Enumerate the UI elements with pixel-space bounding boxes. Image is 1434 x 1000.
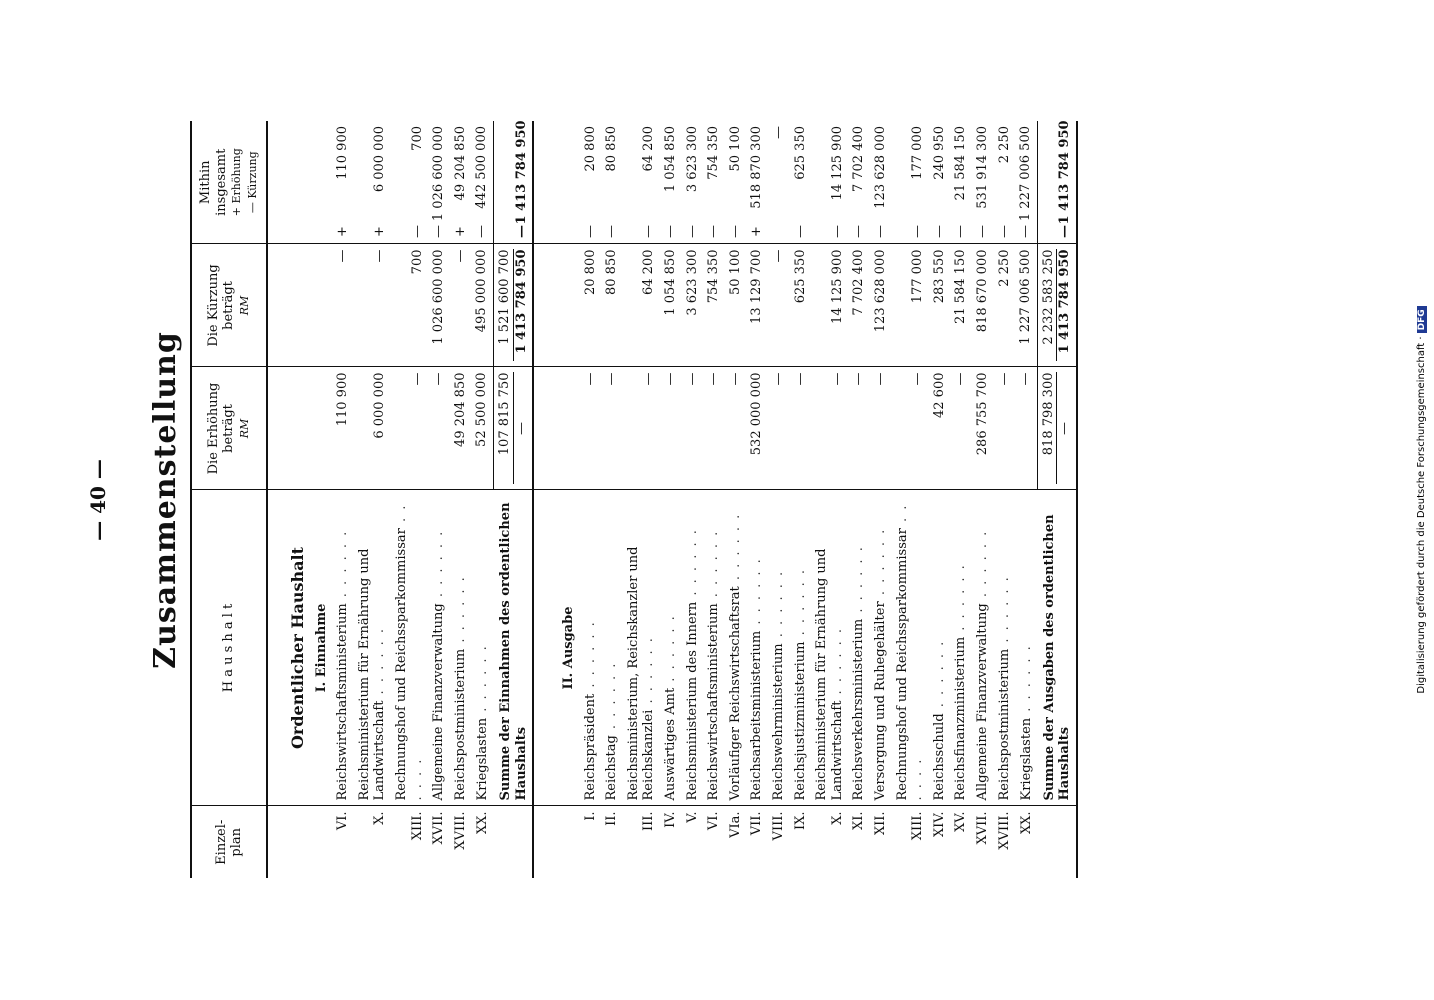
item-label: Reichspostministerium	[996, 648, 1012, 801]
erhoehung-value: —	[682, 367, 704, 490]
sum-kuerzung-value: 2 232 583 250	[1040, 249, 1056, 345]
item-label: Reichspostministerium	[452, 648, 468, 801]
leader-dots: . . . . . .	[684, 528, 700, 602]
haushalt-item	[703, 490, 725, 806]
item-label: Reichsministerium, Reichskanzler und Reichskanzlei	[625, 546, 657, 801]
haushalt-item	[354, 490, 391, 806]
erhoehung-value: 52 500 000	[471, 367, 493, 490]
mithin-amount: 14 125 900	[829, 126, 845, 201]
mithin-sign: —	[910, 225, 926, 238]
table-row	[354, 121, 391, 878]
header-erhoehung	[191, 367, 267, 490]
einzelplan-number: III.	[623, 806, 660, 878]
item-label: Reichsministerium für Ernährung und Landwirtschaft	[356, 548, 388, 801]
mithin-sign: —	[974, 225, 990, 238]
erhoehung-value: —	[601, 367, 623, 490]
mithin-sign: —	[409, 225, 425, 238]
kuerzung-value: 495 000 000	[471, 244, 493, 367]
header-mithin-plus: + Erhöhung	[230, 148, 244, 217]
leader-dots: . . . . . .	[829, 626, 845, 701]
header-erhoehung-label: Die Erhöhung beträgt	[205, 382, 237, 475]
sum-erhoehung-value: 107 815 750	[496, 372, 512, 456]
erhoehung-value: —	[428, 367, 450, 490]
erhoehung-value: —	[870, 367, 892, 490]
mithin-amount: 442 500 000	[474, 126, 490, 209]
table-row	[950, 121, 972, 878]
item-label: Reichsverkehrsministerium	[851, 618, 867, 801]
sum-row	[493, 121, 533, 878]
leader-dots: . . . . . .	[706, 529, 722, 604]
einzelplan-number: I.	[580, 806, 602, 878]
sum-erhoehung-dash: —	[1056, 373, 1073, 485]
einzelplan-number: X.	[354, 806, 391, 878]
mithin-amount: —	[771, 126, 787, 139]
haushalt-item	[725, 490, 747, 806]
header-mithin-label: Mithin insgesamt	[198, 148, 229, 216]
section-title: Ordentlicher Haushalt	[267, 490, 310, 806]
mithin-amount: 1 227 006 500	[1018, 126, 1034, 222]
mithin-sign: —	[684, 225, 700, 238]
sum-blank	[1037, 806, 1077, 878]
table-row	[428, 121, 450, 878]
header-mithin-minus: — Kürzung	[245, 151, 259, 214]
kuerzung-value: 177 000	[892, 244, 929, 367]
table-row	[682, 121, 704, 878]
mithin-value	[746, 121, 768, 244]
mithin-amount: 21 584 150	[953, 126, 969, 201]
haushalt-item	[471, 490, 493, 806]
header-unit: RM	[237, 418, 251, 439]
header-mithin	[191, 121, 267, 244]
haushalt-item	[623, 490, 660, 806]
einzelplan-number: XVII.	[428, 806, 450, 878]
mithin-value	[601, 121, 623, 244]
einzelplan-number: XIII.	[892, 806, 929, 878]
kuerzung-value: 64 200	[623, 244, 660, 367]
table-row	[746, 121, 768, 878]
mithin-sign: —	[829, 225, 845, 238]
kuerzung-value: 13 129 700	[746, 244, 768, 367]
leader-dots: . . . . . .	[474, 644, 490, 718]
kuerzung-value: 20 800	[580, 244, 602, 367]
mithin-value	[471, 121, 493, 244]
mithin-sign: +	[749, 226, 765, 237]
mithin-sign: +	[372, 226, 388, 237]
table-header-row	[191, 121, 267, 878]
kuerzung-value: 14 125 900	[811, 244, 848, 367]
erhoehung-value: —	[703, 367, 725, 490]
mithin-value	[660, 121, 682, 244]
item-label: Reichstag	[604, 735, 620, 801]
sum-erhoehung-dash: —	[513, 373, 530, 485]
mithin-value	[725, 121, 747, 244]
sum-mithin-value: 1 413 784 950	[1057, 120, 1073, 225]
haushalt-item	[768, 490, 790, 806]
einzelplan-number: XII.	[870, 806, 892, 878]
mithin-value	[682, 121, 704, 244]
kuerzung-value: 700	[391, 244, 428, 367]
item-label: Reichsschuld	[931, 713, 947, 801]
sum-net-value: 1 413 784 950	[1056, 250, 1073, 362]
haushalt-item	[428, 490, 450, 806]
leader-dots: . . . . . .	[663, 614, 679, 688]
item-label: Allgemeine Finanzverwaltung	[974, 603, 990, 801]
erhoehung-value: —	[790, 367, 812, 490]
erhoehung-value: —	[892, 367, 929, 490]
mithin-value	[391, 121, 428, 244]
leader-dots: . . . . . .	[974, 529, 990, 604]
ausgabe-heading-row	[558, 121, 580, 878]
einzelplan-number: XV.	[950, 806, 972, 878]
item-label: Reichswirtschaftsministerium	[706, 603, 722, 801]
mithin-sign: —	[641, 225, 657, 238]
leader-dots: . . . . . .	[393, 503, 425, 801]
mithin-value	[790, 121, 812, 244]
haushalt-item	[972, 490, 994, 806]
mithin-value	[1015, 121, 1037, 244]
erhoehung-value: 286 755 700	[972, 367, 994, 490]
item-label: Reichsjustizministerium	[792, 641, 808, 801]
erhoehung-value: 532 000 000	[746, 367, 768, 490]
sum-mithin-sign: —	[1057, 225, 1073, 238]
header-haushalt: H a u s h a l t	[191, 490, 267, 806]
kuerzung-value: 754 350	[703, 244, 725, 367]
item-label: Auswärtiges Amt	[663, 687, 679, 801]
mithin-value	[848, 121, 870, 244]
page-title: Zusammenstellung	[148, 331, 183, 669]
kuerzung-value: 7 702 400	[848, 244, 870, 367]
haushalt-item	[580, 490, 602, 806]
mithin-sign: —	[604, 225, 620, 238]
sum-erhoehung-value: 818 798 300	[1040, 372, 1056, 456]
table-row	[725, 121, 747, 878]
kuerzung-value: 818 670 000	[972, 244, 994, 367]
table-row	[870, 121, 892, 878]
leader-dots: . . . . . .	[641, 636, 657, 710]
mithin-value	[623, 121, 660, 244]
table-row	[450, 121, 472, 878]
table-row	[332, 121, 354, 878]
kuerzung-value: 3 623 300	[682, 244, 704, 367]
leader-dots: . . . . . .	[727, 512, 743, 587]
kuerzung-value: 1 227 006 500	[1015, 244, 1037, 367]
mithin-sign: —	[996, 225, 1012, 238]
einzelplan-number: XIII.	[391, 806, 428, 878]
haushalt-item	[870, 490, 892, 806]
leader-dots: . . . . . .	[996, 575, 1012, 649]
table-row	[811, 121, 848, 878]
mithin-value	[811, 121, 848, 244]
table-row	[768, 121, 790, 878]
leader-dots: . . . . . .	[604, 661, 620, 736]
einzelplan-number: V.	[682, 806, 704, 878]
einzelplan-number: VIII.	[768, 806, 790, 878]
erhoehung-value: —	[660, 367, 682, 490]
leader-dots: . . . . . .	[873, 527, 888, 602]
kuerzung-value: —	[332, 244, 354, 367]
haushalt-item	[811, 490, 848, 806]
mithin-amount: 1 054 850	[663, 126, 679, 193]
sum-row	[1037, 121, 1077, 878]
leader-dots: . . . . . .	[582, 620, 598, 694]
einzelplan-number: VIa.	[725, 806, 747, 878]
erhoehung-value: —	[1015, 367, 1037, 490]
mithin-sign: +	[452, 226, 468, 237]
sum-erhoehung	[1037, 367, 1077, 490]
erhoehung-value: 110 900	[332, 367, 354, 490]
kuerzung-value: —	[768, 244, 790, 367]
table-row	[790, 121, 812, 878]
table-body	[267, 121, 1077, 878]
table-row	[972, 121, 994, 878]
sum-mithin-sign: —	[513, 225, 529, 238]
einzelplan-number: X.	[811, 806, 848, 878]
item-label: Reichsministerium des Innern	[684, 601, 700, 801]
mithin-value	[870, 121, 892, 244]
sum-mithin	[1037, 121, 1077, 244]
sum-label: Summe der Ausgaben des ordentlichen Haushalts	[1037, 490, 1077, 806]
erhoehung-value: 6 000 000	[354, 367, 391, 490]
sum-blank	[493, 806, 533, 878]
erhoehung-value: —	[768, 367, 790, 490]
table-row	[1015, 121, 1037, 878]
sum-erhoehung	[493, 367, 533, 490]
table-row	[703, 121, 725, 878]
leader-dots: . . . . . .	[372, 626, 388, 701]
haushalt-item	[950, 490, 972, 806]
mithin-sign: —	[873, 225, 888, 238]
item-label: Reichswirtschaftsministerium	[335, 603, 351, 801]
mithin-value	[580, 121, 602, 244]
erhoehung-value: —	[725, 367, 747, 490]
haushalt-item	[660, 490, 682, 806]
erhoehung-value: —	[623, 367, 660, 490]
mithin-amount: 2 250	[996, 126, 1012, 164]
mithin-value	[354, 121, 391, 244]
kuerzung-value: 2 250	[994, 244, 1016, 367]
item-label: Reichswehrministerium	[771, 643, 787, 801]
table-row	[580, 121, 602, 878]
item-label: Versorgung und Ruhegehälter	[873, 601, 888, 801]
credit-text: Digitalisierung gefördert durch die Deutsche Forschungsgemeinschaft ·	[1416, 336, 1427, 694]
mithin-sign: —	[474, 225, 490, 238]
einzelplan-number: XI.	[848, 806, 870, 878]
table-row	[391, 121, 428, 878]
einzelplan-number: VII.	[746, 806, 768, 878]
haushalt-item	[601, 490, 623, 806]
kuerzung-value: 123 628 000	[870, 244, 892, 367]
header-unit: RM	[237, 295, 251, 316]
mithin-amount: 1 026 600 000	[431, 126, 447, 222]
sum-kuerzung-value: 1 521 600 700	[496, 249, 512, 345]
item-label: Kriegslasten	[1018, 717, 1034, 801]
mithin-sign: —	[663, 225, 679, 238]
leader-dots: . . . . . .	[452, 575, 468, 649]
einzelplan-number: XX.	[1015, 806, 1037, 878]
page-number: — 40 —	[86, 459, 110, 541]
item-label: Reichsfinanzministerium	[953, 636, 969, 801]
table-row	[623, 121, 660, 878]
mithin-value	[929, 121, 951, 244]
kuerzung-value: 283 550	[929, 244, 951, 367]
table-row	[929, 121, 951, 878]
header-kuerzung	[191, 244, 267, 367]
item-label: Rechnungshof und Reichssparkommissar	[393, 528, 409, 801]
item-label: Kriegslasten	[474, 717, 490, 801]
mithin-sign: —	[851, 225, 867, 238]
mithin-amount: 123 628 000	[873, 126, 888, 209]
kuerzung-value: 80 850	[601, 244, 623, 367]
mithin-value	[450, 121, 472, 244]
leader-dots: . . . . . .	[771, 569, 787, 644]
erhoehung-value: —	[811, 367, 848, 490]
einzelplan-number: VI.	[703, 806, 725, 878]
leader-dots: . . . . . .	[931, 639, 947, 714]
erhoehung-value: 49 204 850	[450, 367, 472, 490]
einzelplan-number: XIV.	[929, 806, 951, 878]
spacer-row	[533, 121, 558, 878]
credit-line	[1416, 0, 1427, 1000]
einzelplan-number: IV.	[660, 806, 682, 878]
mithin-amount: 3 623 300	[684, 126, 700, 193]
leader-dots: . . . . . .	[792, 567, 808, 642]
mithin-sign: —	[431, 225, 447, 238]
mithin-sign: —	[1018, 225, 1034, 238]
haushalt-item	[929, 490, 951, 806]
sum-net-value: 1 413 784 950	[513, 250, 530, 362]
mithin-sign: —	[582, 225, 598, 238]
table-row	[601, 121, 623, 878]
mithin-sign: —	[931, 225, 947, 238]
mithin-sign: —	[792, 225, 808, 238]
mithin-amount: 20 800	[582, 126, 598, 172]
mithin-amount: 6 000 000	[372, 126, 388, 193]
mithin-amount: 64 200	[641, 126, 657, 172]
table-row	[892, 121, 929, 878]
leader-dots: . . . . . .	[431, 529, 447, 604]
einzelplan-number: IX.	[790, 806, 812, 878]
sum-mithin-value: 1 413 784 950	[513, 120, 529, 225]
kuerzung-value: 50 100	[725, 244, 747, 367]
erhoehung-value: —	[848, 367, 870, 490]
budget-table	[190, 121, 1078, 878]
kuerzung-value: 1 026 600 000	[428, 244, 450, 367]
haushalt-item	[790, 490, 812, 806]
mithin-amount: 518 870 300	[749, 126, 765, 209]
haushalt-item	[994, 490, 1016, 806]
kuerzung-value: 1 054 850	[660, 244, 682, 367]
einnahme-title: I. Einnahme	[311, 490, 333, 806]
erhoehung-value: 42 600	[929, 367, 951, 490]
erhoehung-value: —	[994, 367, 1016, 490]
item-label: Reichsministerium für Ernährung und Landwirtschaft	[814, 548, 845, 801]
erhoehung-value: —	[950, 367, 972, 490]
haushalt-item	[746, 490, 768, 806]
mithin-sign: —	[706, 225, 722, 238]
haushalt-item	[450, 490, 472, 806]
kuerzung-value: —	[354, 244, 391, 367]
mithin-value	[892, 121, 929, 244]
leader-dots: . . . . . .	[894, 503, 926, 801]
kuerzung-value: 21 584 150	[950, 244, 972, 367]
mithin-amount: 700	[409, 126, 425, 151]
item-label: Vorläufiger Reichswirtschaftsrat	[727, 586, 743, 801]
einzelplan-number: VI.	[332, 806, 354, 878]
haushalt-item	[892, 490, 929, 806]
leader-dots: . . . . . .	[1018, 644, 1034, 718]
table-row	[994, 121, 1016, 878]
table-row	[848, 121, 870, 878]
mithin-value	[428, 121, 450, 244]
einzelplan-number: XX.	[471, 806, 493, 878]
leader-dots: . . . . . .	[851, 545, 867, 619]
leader-dots: . . . . . .	[749, 557, 765, 631]
mithin-amount: 7 702 400	[851, 126, 867, 193]
sum-label: Summe der Einnahmen des ordentlichen Haushalts	[493, 490, 533, 806]
mithin-value	[950, 121, 972, 244]
einzelplan-number: XVII.	[972, 806, 994, 878]
kuerzung-value: 625 350	[790, 244, 812, 367]
mithin-amount: 80 850	[604, 126, 620, 172]
table-row	[660, 121, 682, 878]
mithin-amount: 177 000	[910, 126, 926, 180]
mithin-sign: +	[335, 226, 351, 237]
mithin-value	[768, 121, 790, 244]
header-einzelplan: Einzel-plan	[191, 806, 267, 878]
item-label: Rechnungshof und Reichssparkommissar	[894, 528, 910, 801]
sum-kuerzung	[1037, 244, 1077, 367]
haushalt-item	[682, 490, 704, 806]
einzelplan-number: XVIII.	[450, 806, 472, 878]
mithin-value	[972, 121, 994, 244]
leader-dots: . . . . . .	[953, 563, 969, 637]
mithin-value	[703, 121, 725, 244]
mithin-amount: 531 914 300	[974, 126, 990, 209]
header-kuerzung-label: Die Kürzung beträgt	[205, 264, 237, 347]
mithin-amount: 240 950	[931, 126, 947, 180]
sum-kuerzung	[493, 244, 533, 367]
sum-mithin	[493, 121, 533, 244]
mithin-sign: —	[727, 225, 743, 238]
kuerzung-value: —	[450, 244, 472, 367]
erhoehung-value: —	[391, 367, 428, 490]
leader-dots: . . . . . .	[335, 529, 351, 604]
einzelplan-number: XVIII.	[994, 806, 1016, 878]
ausgabe-title: II. Ausgabe	[558, 490, 580, 806]
item-label: Allgemeine Finanzverwaltung	[431, 603, 447, 801]
mithin-amount: 625 350	[792, 126, 808, 180]
mithin-amount: 50 100	[727, 126, 743, 172]
einzelplan-number: II.	[601, 806, 623, 878]
mithin-value	[332, 121, 354, 244]
erhoehung-value: —	[580, 367, 602, 490]
haushalt-item	[332, 490, 354, 806]
haushalt-item	[848, 490, 870, 806]
item-label: Reichsarbeitsministerium	[749, 630, 765, 801]
mithin-amount: 110 900	[335, 126, 351, 180]
mithin-amount: 754 350	[706, 126, 722, 180]
table-row	[471, 121, 493, 878]
mithin-amount: 49 204 850	[452, 126, 468, 201]
haushalt-item	[1015, 490, 1037, 806]
haushalt-item	[391, 490, 428, 806]
mithin-value	[994, 121, 1016, 244]
item-label: Reichspräsident	[582, 693, 598, 801]
dfg-logo: DFG	[1417, 306, 1427, 333]
mithin-sign: —	[953, 225, 969, 238]
